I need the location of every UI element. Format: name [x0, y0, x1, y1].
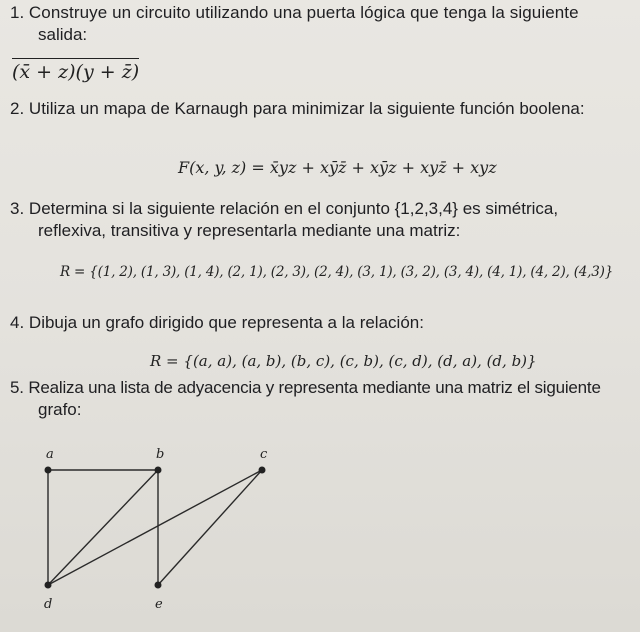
question-3-text: Determina si la siguiente relación en el conjunto {1,2,3,4} es simétrica, [28, 199, 559, 218]
node-label-c: c [260, 447, 268, 462]
question-2 [10, 98, 640, 119]
node-c [259, 467, 266, 474]
formula-q2: F(x, y, z) = x̄yz + xȳz̄ + xȳz + xyz̄ + xyz [178, 158, 497, 177]
node-a [45, 467, 52, 474]
question-2-number: 2. [10, 99, 25, 118]
node-e [155, 582, 162, 589]
formula-q4: R = {(a, a), (a, b), (b, c), (c, b), (c, d), (d, a), (d, b)} [150, 352, 537, 370]
node-label-a: a [46, 447, 54, 462]
question-5-text-cont: grafo: [38, 400, 82, 419]
question-4-number: 4. [10, 313, 25, 332]
edge-c-e [158, 470, 262, 585]
node-d [45, 582, 52, 589]
question-1-text: Construye un circuito utilizando una puerta lógica que tenga la siguiente [28, 3, 579, 22]
node-label-d: d [44, 597, 53, 612]
question-1 [10, 2, 640, 23]
question-3-number: 3. [10, 199, 25, 218]
node-label-b: b [156, 447, 165, 462]
question-3-text-cont: reflexiva, transitiva y representarla mediante una matriz: [38, 221, 461, 240]
question-4 [10, 312, 640, 333]
question-1-text-cont: salida: [38, 25, 88, 44]
question-4-text: Dibuja un grafo dirigido que representa a la relación: [28, 313, 424, 332]
question-1-number: 1. [10, 3, 25, 22]
edge-b-d [48, 470, 158, 585]
formula-q1: (x̄ + z)(y + z̄) [12, 58, 139, 83]
edge-c-d [48, 470, 262, 585]
question-5-number: 5. [10, 378, 24, 397]
question-5 [10, 377, 640, 398]
formula-q3: R = {(1, 2), (1, 3), (1, 4), (2, 1), (2, 3), (2, 4), (3, 1), (3, 2), (3, 4), (4, 1), (4, 2), (4,3)} [60, 264, 614, 280]
node-label-e: e [155, 597, 163, 612]
question-5-text: Realiza una lista de adyacencia y representa mediante una matriz el siguiente [28, 378, 601, 397]
node-b [155, 467, 162, 474]
question-3 [10, 198, 640, 219]
undirected-graph [0, 430, 640, 632]
question-2-text: Utiliza un mapa de Karnaugh para minimizar la siguiente función boolena: [28, 99, 585, 118]
